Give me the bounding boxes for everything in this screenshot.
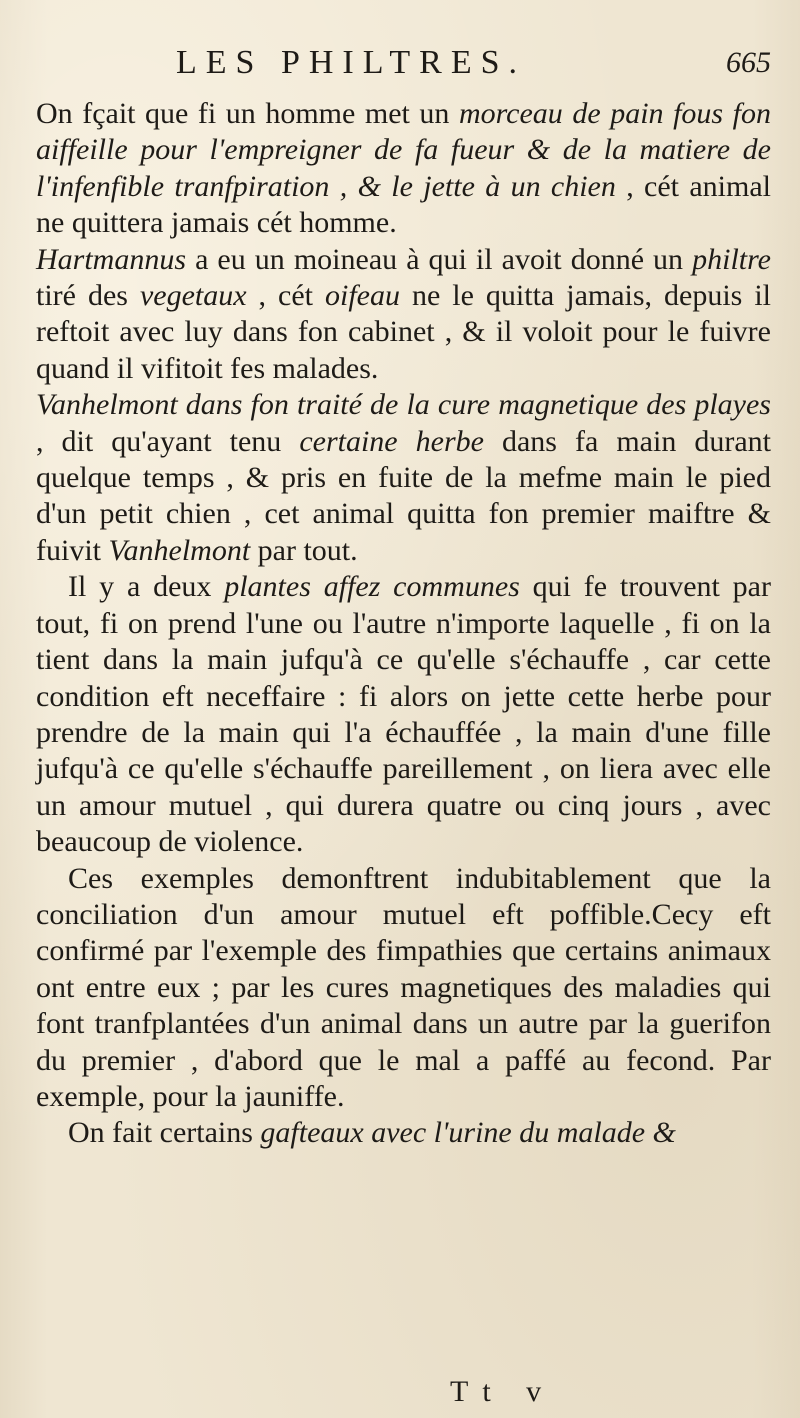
italic-run: morceau de pain fous fon aiffeille pour l'empreigner de fa fueur & de la matiere de l'infenfible tranfpiration , & le jette à un chien — [36, 97, 771, 203]
text-run: Il y a deux — [68, 570, 225, 604]
paragraph — [36, 569, 771, 860]
italic-run: Vanhelmont — [108, 533, 251, 567]
italic-run: certaine herbe — [299, 424, 484, 458]
italic-run: gafteaux avec l'urine du malade & — [260, 1116, 676, 1150]
text-run: Ces exemples demonftrent indubitablement que la conciliation d'un amour mutuel eft poffible.Cecy eft confirmé par l'exemple des fimpathies que certains animaux ont entre eux ; par les cures magnetiques des maladies qui font tranfplantées d'un animal dans un autre par la guerifon du premier , d'abord que le mal a paffé au fecond. Par exemple, pour la jauniffe. — [36, 861, 771, 1113]
page-number: 665 — [726, 46, 771, 79]
italic-run: plantes affez communes — [224, 570, 520, 604]
italic-run: philtre — [692, 242, 771, 276]
running-head — [36, 40, 771, 96]
paragraph — [36, 387, 771, 569]
paragraph — [36, 242, 771, 388]
italic-run: vegetaux — [139, 279, 247, 313]
text-run: , cét animal ne quittera jamais cét homme. — [36, 169, 771, 240]
text-run: tiré des — [36, 279, 140, 313]
text-run: dans fa main durant quelque temps , & pris en fuite de la mefme main le pied d'un petit chien , cet animal quitta fon premier maiftre & fuivit — [36, 424, 771, 567]
text-run: On fçait que fi un homme met un — [36, 97, 459, 130]
body-text — [36, 96, 771, 1152]
text-run: par tout. — [250, 533, 358, 567]
running-head-title: LES PHILTRES. — [176, 44, 527, 81]
text-run: , dit qu'ayant tenu — [36, 424, 300, 458]
italic-run: Vanhelmont dans fon traité de la cure magnetique des playes — [36, 388, 771, 422]
text-run: On fait certains — [68, 1116, 261, 1150]
text-run: , cét — [246, 279, 325, 313]
book-page — [36, 40, 771, 1152]
italic-run: Hartmannus — [36, 242, 187, 276]
signature-mark: Tt v — [450, 1375, 556, 1408]
paragraph — [36, 1115, 771, 1151]
text-run: ne le quitta jamais, depuis il reftoit avec luy dans fon cabinet , & il voloit pour le fuivre quand il vifitoit fes malades. — [36, 279, 772, 385]
italic-run: oifeau — [325, 279, 400, 313]
paragraph — [36, 861, 771, 1116]
paragraph — [36, 96, 771, 242]
text-run: a eu un moineau à qui il avoit donné un — [186, 242, 693, 276]
text-run: qui fe trouvent par tout, fi on prend l'une ou l'autre n'importe laquelle , fi on la tient dans la main jufqu'à ce qu'elle s'échauffe , car cette condition eft neceffaire : fi alors on jette cette herbe pour prendre de la main qui l'a échauffée , la main d'une fille jufqu'à ce qu'elle s'échauffe pareillement , on liera avec elle un amour mutuel , qui durera quatre ou cinq jours , avec beaucoup de violence. — [36, 570, 771, 859]
